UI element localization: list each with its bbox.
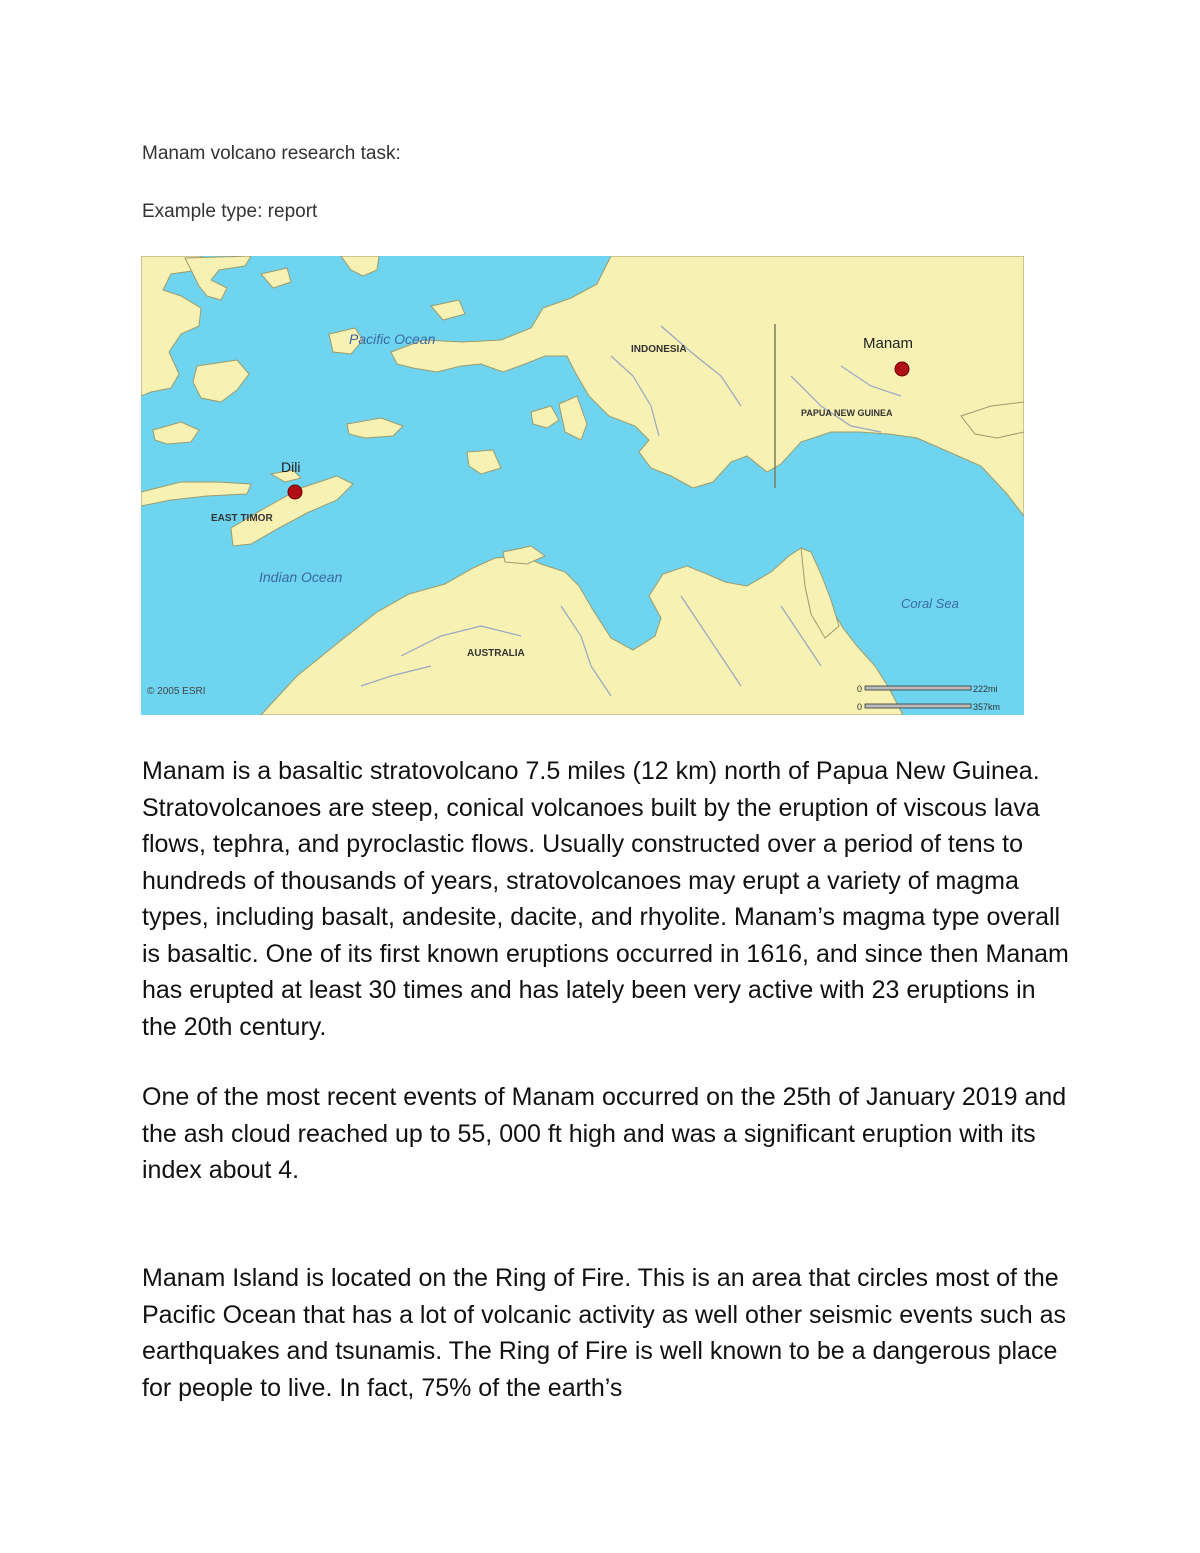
paragraph-recent-eruption: One of the most recent events of Manam occurred on the 25th of January 2019 and the ash cloud reached up to 55, 000 ft high and was a significant eruption with its index about 4. — [142, 1083, 1067, 1184]
papua-new-guinea-label: PAPUA NEW GUINEA — [801, 408, 893, 418]
scale-bar-miles — [865, 686, 971, 690]
manam-marker — [895, 362, 909, 376]
manam-label: Manam — [863, 335, 914, 352]
coral-sea-label: Coral Sea — [901, 596, 959, 611]
paragraph-ring-of-fire: Manam Island is located on the Ring of Fire. This is an area that circles most of the Pacific Ocean that has a lot of volcanic activity as well other seismic events such as earthquakes and tsunamis. The Ring of Fire is well known to be a dangerous place for people to live. In fact, 75% of the earth’s — [142, 1264, 1067, 1402]
dili-marker — [288, 485, 302, 499]
east-timor-label: EAST TIMOR — [211, 513, 273, 524]
scale-zero-miles: 0 — [857, 684, 863, 694]
scale-bar-km — [865, 704, 971, 708]
scale-km-label: 357km — [973, 702, 1001, 712]
pacific-ocean-label: Pacific Ocean — [349, 331, 436, 347]
copyright-label: © 2005 ESRI — [147, 686, 206, 697]
region-map — [141, 256, 1024, 715]
australia-label: AUSTRALIA — [467, 648, 525, 659]
document-title: Manam volcano research task: — [142, 143, 401, 164]
example-type-label: Example type: report — [142, 201, 318, 222]
indian-ocean-label: Indian Ocean — [259, 569, 343, 585]
scale-zero-km: 0 — [857, 702, 863, 712]
dili-label: Dili — [281, 459, 301, 475]
map-svg — [141, 256, 1024, 715]
paragraph-manam-overview: Manam is a basaltic stratovolcano 7.5 miles (12 km) north of Papua New Guinea. Stratovolcanoes are steep, conical volcanoes built by the eruption of viscous lava flows, tephra, and pyroclastic flows. Usually constructed over a period of tens to hundreds of thousands of years, stratovolcanoes may erupt a variety of magma types, including basalt, andesite, dacite, and rhyolite. Manam’s magma type overall is basaltic. One of its first known eruptions occurred in 1616, and since then Manam has erupted at least 30 times and has lately been very active with 23 eruptions in the 20th century. — [142, 757, 1069, 1041]
scale-miles-label: 222mi — [973, 684, 998, 694]
indonesia-label: INDONESIA — [631, 344, 687, 355]
